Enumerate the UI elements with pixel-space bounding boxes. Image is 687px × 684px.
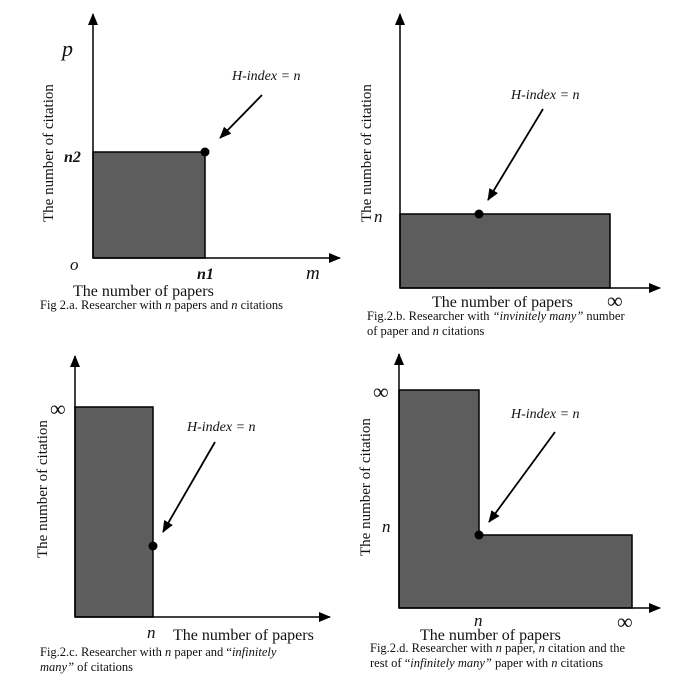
panel-d-x-tick-label: n [474,611,483,630]
panel-a-arrow [220,95,262,138]
panel-c-arrow [163,442,215,532]
caption-a: Fig 2.a. Researcher with n papers and n citations [40,298,283,312]
panel-d-x-axis-label: The number of papers [420,627,561,644]
panel-c-point [149,542,158,551]
panel-c [35,356,330,644]
panel-a-x-tick-label: n1 [197,266,214,283]
panel-d-point [475,531,484,540]
panel-b-x-axis-label: The number of papers [432,294,573,311]
panel-a-x-end-label: m [306,263,320,284]
panel-b-arrow [488,109,543,200]
panel-b-annotation: H-index = n [511,88,580,103]
panel-c-x-axis-label: The number of papers [173,627,314,644]
panel-c-annotation: H-index = n [187,420,256,435]
panel-a-annotation: H-index = n [232,69,301,84]
panel-b-region [400,214,610,288]
panel-d-y-tick-label: n [382,517,391,536]
panel-a-y-tick-label: n2 [64,149,81,166]
panel-c-x-tick-label: n [147,623,156,642]
panel-c-region [75,407,153,617]
panel-a-y-end-label: p [62,36,73,61]
panel-d-annotation: H-index = n [511,407,580,422]
panel-a-y-axis-label: The number of citation [41,84,57,222]
caption-c: Fig.2.c. Researcher with n paper and “infinitely many” of citations [40,645,277,674]
panel-d-y-axis-label: The number of citation [358,418,374,556]
caption-b: Fig.2.b. Researcher with “invinitely many” number of paper and n citations [367,309,625,338]
panel-a-region [93,152,205,258]
panel-d-region [399,390,632,608]
panel-a-point [201,148,210,157]
panel-b-x-end-label: ∞ [607,288,623,313]
panel-a-x-axis-label: The number of papers [73,283,214,300]
caption-d: Fig.2.d. Researcher with n paper, n citation and the rest of “infinitely many” paper with n citations [370,641,625,670]
panel-b-point [475,210,484,219]
panel-d-arrow [489,432,555,522]
panel-c-y-end-label: ∞ [50,396,66,421]
panel-d-y-end-label: ∞ [373,379,389,404]
panel-a [41,14,340,300]
panel-c-y-axis-label: The number of citation [35,420,51,558]
panel-b [359,14,660,313]
panel-b-y-axis-label: The number of citation [359,84,375,222]
panel-a-origin-label: o [70,255,79,274]
panel-d-x-end-label: ∞ [617,609,633,634]
panel-d [358,354,660,644]
panel-b-y-tick-label: n [374,207,383,226]
